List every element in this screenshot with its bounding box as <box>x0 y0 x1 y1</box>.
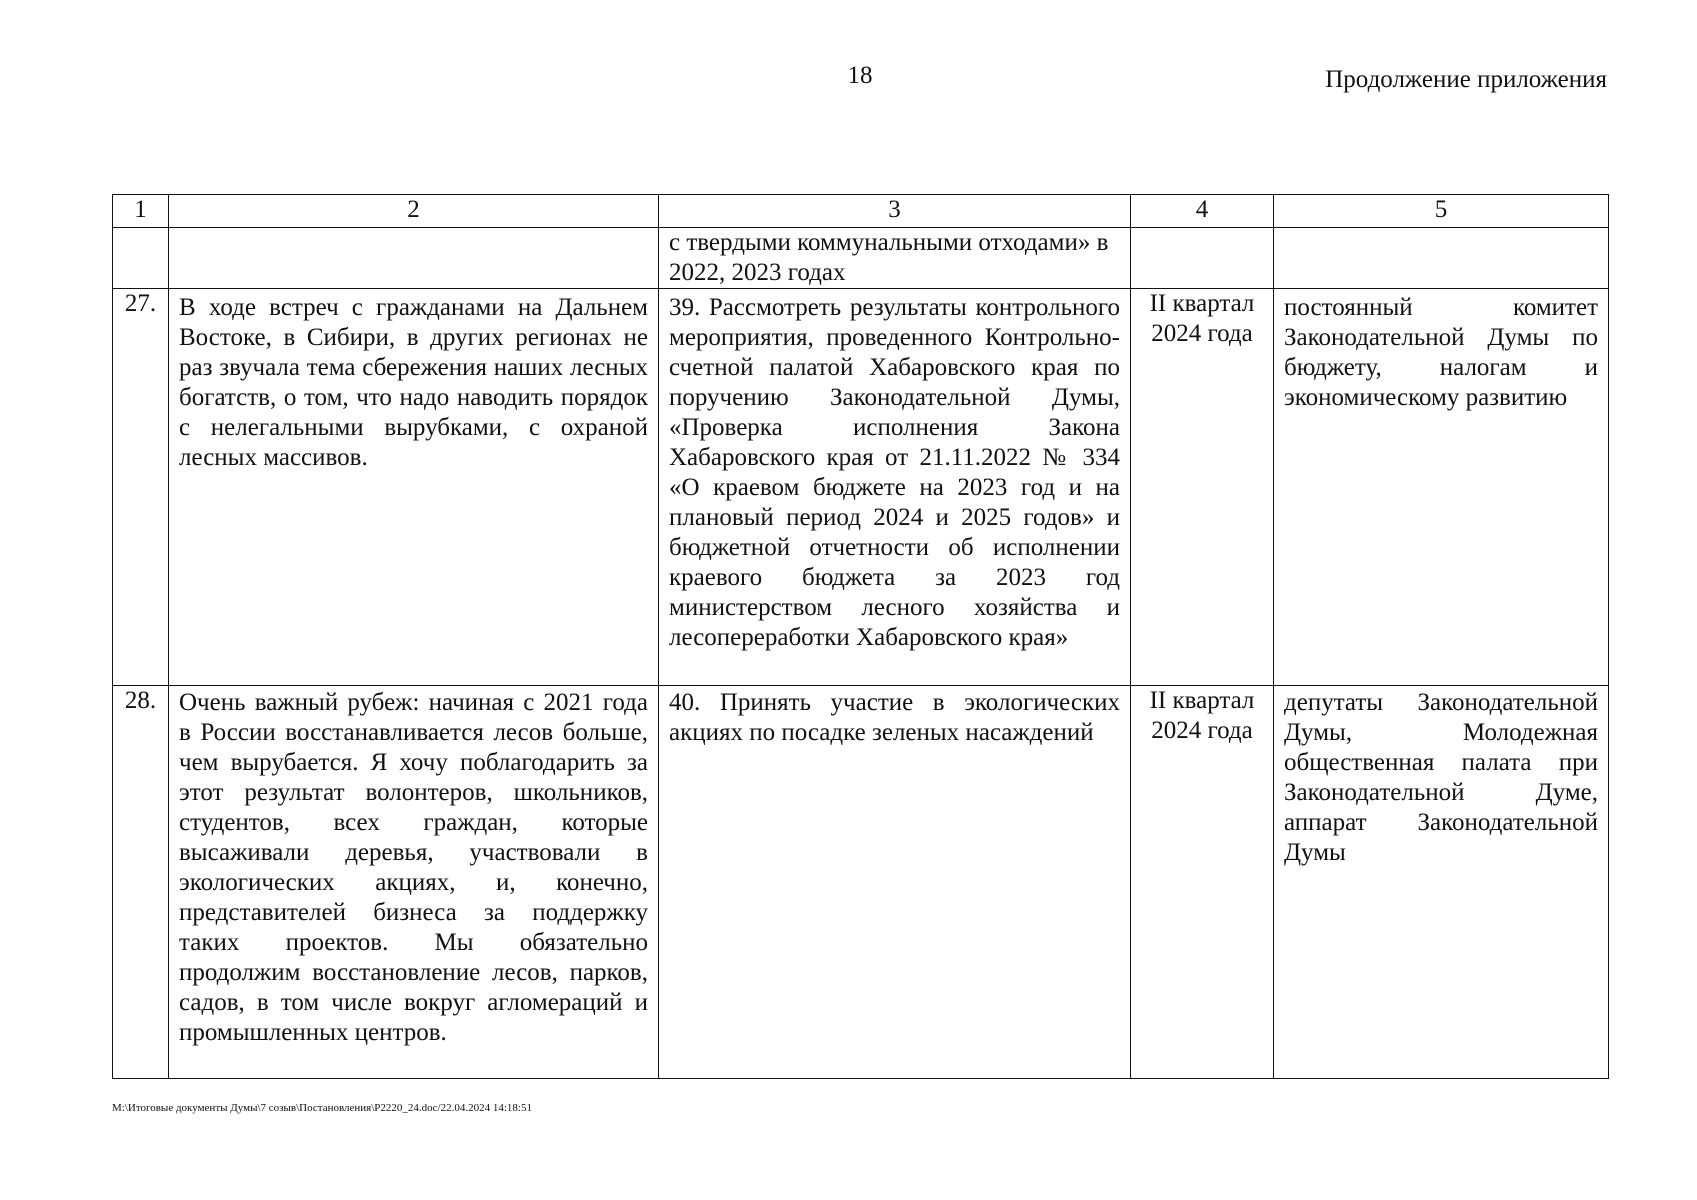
action-cell: с твердыми коммунальными отходами» в 2022, 2023 годах <box>659 228 1131 289</box>
row-number: 27. <box>113 289 169 686</box>
column-number-1: 1 <box>113 195 169 228</box>
empty-cell <box>1131 228 1274 289</box>
column-number-3: 3 <box>659 195 1131 228</box>
action-cell: 39. Рассмотреть результаты контрольного мероприятия, проведенного Контрольно-счетной палатой Хабаровского края по поручению Законодательной Думы, «Проверка исполнения Закона Хабаровского края от 21.11.2022 № 334 «О краевом бюджете на 2023 год и на плановый период 2024 и 2025 годов» и бюджетной отчетности об исполнении краевого бюджета за 2023 год министерством лесного хозяйства и лесопереработки Хабаровского края» <box>659 289 1131 686</box>
continuation-label: Продолжение приложения <box>1325 66 1607 93</box>
file-path-footer: M:\Итоговые документы Думы\7 созыв\Постановления\P2220_24.doc/22.04.2024 14:18:51 <box>112 1102 532 1114</box>
deadline-cell: II квартал 2024 года <box>1131 289 1274 686</box>
empty-cell <box>169 228 659 289</box>
deadline-cell: II квартал 2024 года <box>1131 686 1274 1079</box>
row-number: 28. <box>113 686 169 1079</box>
message-cell: В ходе встреч с гражданами на Дальнем Востоке, в Сибири, в других регионах не раз звучала тема сбережения наших лесных богатств, о том, что надо наводить порядок с нелегальными вырубками, с охраной лесных массивов. <box>169 289 659 686</box>
responsible-cell: постоянный комитет Законодательной Думы по бюджету, налогам и экономическому развитию <box>1274 289 1609 686</box>
appendix-table <box>112 194 1609 1079</box>
page-number: 18 <box>847 62 873 89</box>
column-number-4: 4 <box>1131 195 1274 228</box>
table-row <box>113 686 1609 1079</box>
action-cell: 40. Принять участие в экологических акциях по посадке зеленых насаждений <box>659 686 1131 1079</box>
column-number-2: 2 <box>169 195 659 228</box>
column-number-5: 5 <box>1274 195 1609 228</box>
message-cell: Очень важный рубеж: начиная с 2021 года в России восстанавливается лесов больше, чем вырубается. Я хочу поблагодарить за этот результат волонтеров, школьников, студентов, всех граждан, которые высаживали деревья, участвовали в экологических акциях, и, конечно, представителей бизнеса за поддержку таких проектов. Мы обязательно продолжим восстановление лесов, парков, садов, в том числе вокруг агломераций и промышленных центров. <box>169 686 659 1079</box>
table-row <box>113 289 1609 686</box>
empty-cell <box>113 228 169 289</box>
column-number-row <box>113 195 1609 228</box>
responsible-cell: депутаты Законодательной Думы, Молодежная общественная палата при Законодательной Думе, аппарат Законодательной Думы <box>1274 686 1609 1079</box>
empty-cell <box>1274 228 1609 289</box>
table-row-continuation <box>113 228 1609 289</box>
